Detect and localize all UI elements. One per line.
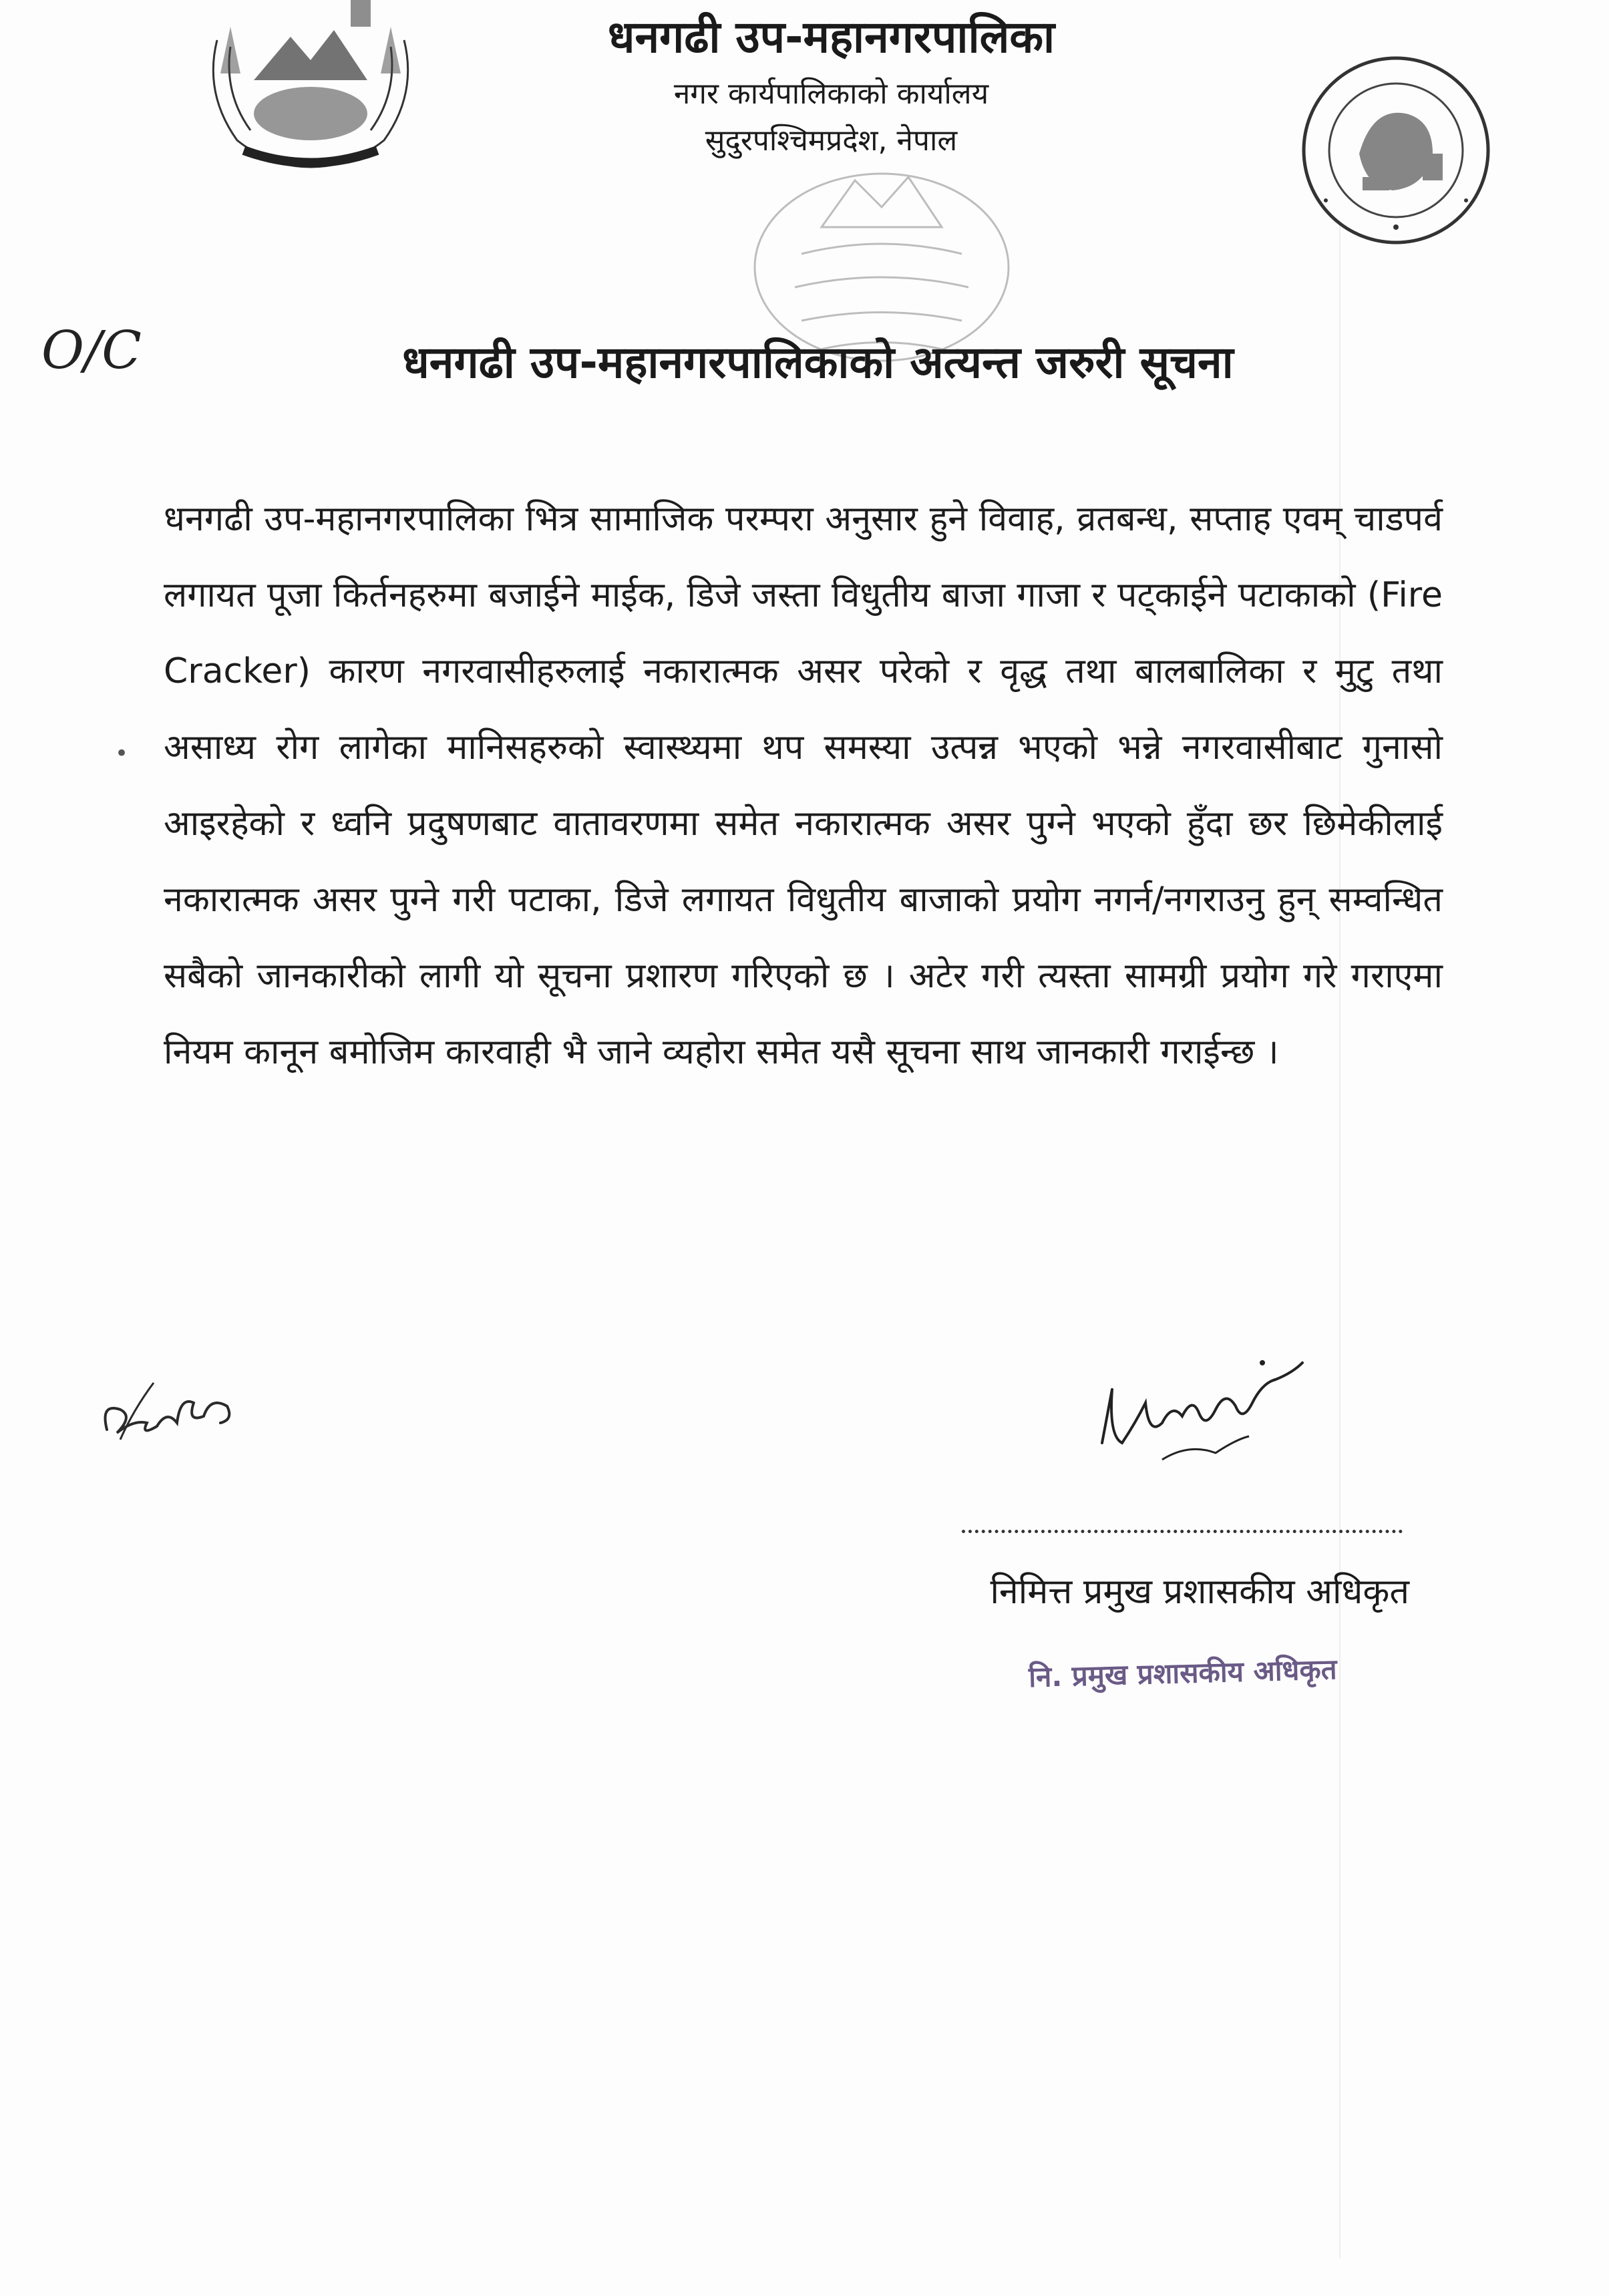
office-name: नगर कार्यपालिकाको कार्यालय: [673, 77, 989, 111]
notice-body: धनगढी उप-महानगरपालिका भित्र सामाजिक परम्परा अनुसार हुने विवाह, व्रतबन्ध, सप्ताह एवम् चाडपर्व लगायत पूजा किर्तनहरुमा बजाईने माईक, डिजे जस्ता विधुतीय बाजा गाजा र पट्काईने पटाकाको (Fire Cracker) कारण नगरवासीहरुलाई नकारात्मक असर परेको र वृद्ध तथा बालबालिका र मुटु तथा असाध्य रोग लागेका मानिसहरुको स्वास्थ्यमा थप समस्या उत्पन्न भएको भन्ने नगरवासीबाट गुनासो आइरहेको र ध्वनि प्रदुषणबाट वातावरणमा समेत नकारात्मक असर पुग्ने भएको हुँदा छर छिमेकीलाई नकारात्मक असर पुग्ने गरी पटाका, डिजे लगायत विधुतीय बाजाको प्रयोग नगर्न/नगराउनु हुन् सम्वन्धित सबैको जानकारीको लागी यो सूचना प्रशारण गरिएको छ । अटेर गरी त्यस्ता सामग्री प्रयोग गरे गराएमा नियम कानून बमोजिम कारवाही भै जाने व्यहोरा समेत यसै सूचना साथ जानकारी गराईन्छ ।: [164, 499, 1443, 1072]
officer-title-stamp: नि. प्रमुख प्रशासकीय अधिकृत: [1028, 1652, 1338, 1694]
margin-speck: •: [115, 740, 129, 767]
office-address: सुदुरपश्चिमप्रदेश, नेपाल: [705, 124, 958, 158]
handwritten-ref-mark: O/C: [41, 321, 142, 381]
officer-signature-icon: [1082, 1343, 1309, 1483]
signature-dotted-line: [962, 1530, 1403, 1533]
notice-title: धनगढी उप-महानगरपालिकाको अत्यन्त जरुरी सूचना: [402, 337, 1234, 388]
signatory-designation: निमित्त प्रमुख प्रशासकीय अधिकृत: [990, 1572, 1409, 1612]
handwritten-initials-signature-icon: [94, 1356, 260, 1456]
org-name-heading: धनगढी उप-महानगरपालिका: [607, 11, 1055, 63]
